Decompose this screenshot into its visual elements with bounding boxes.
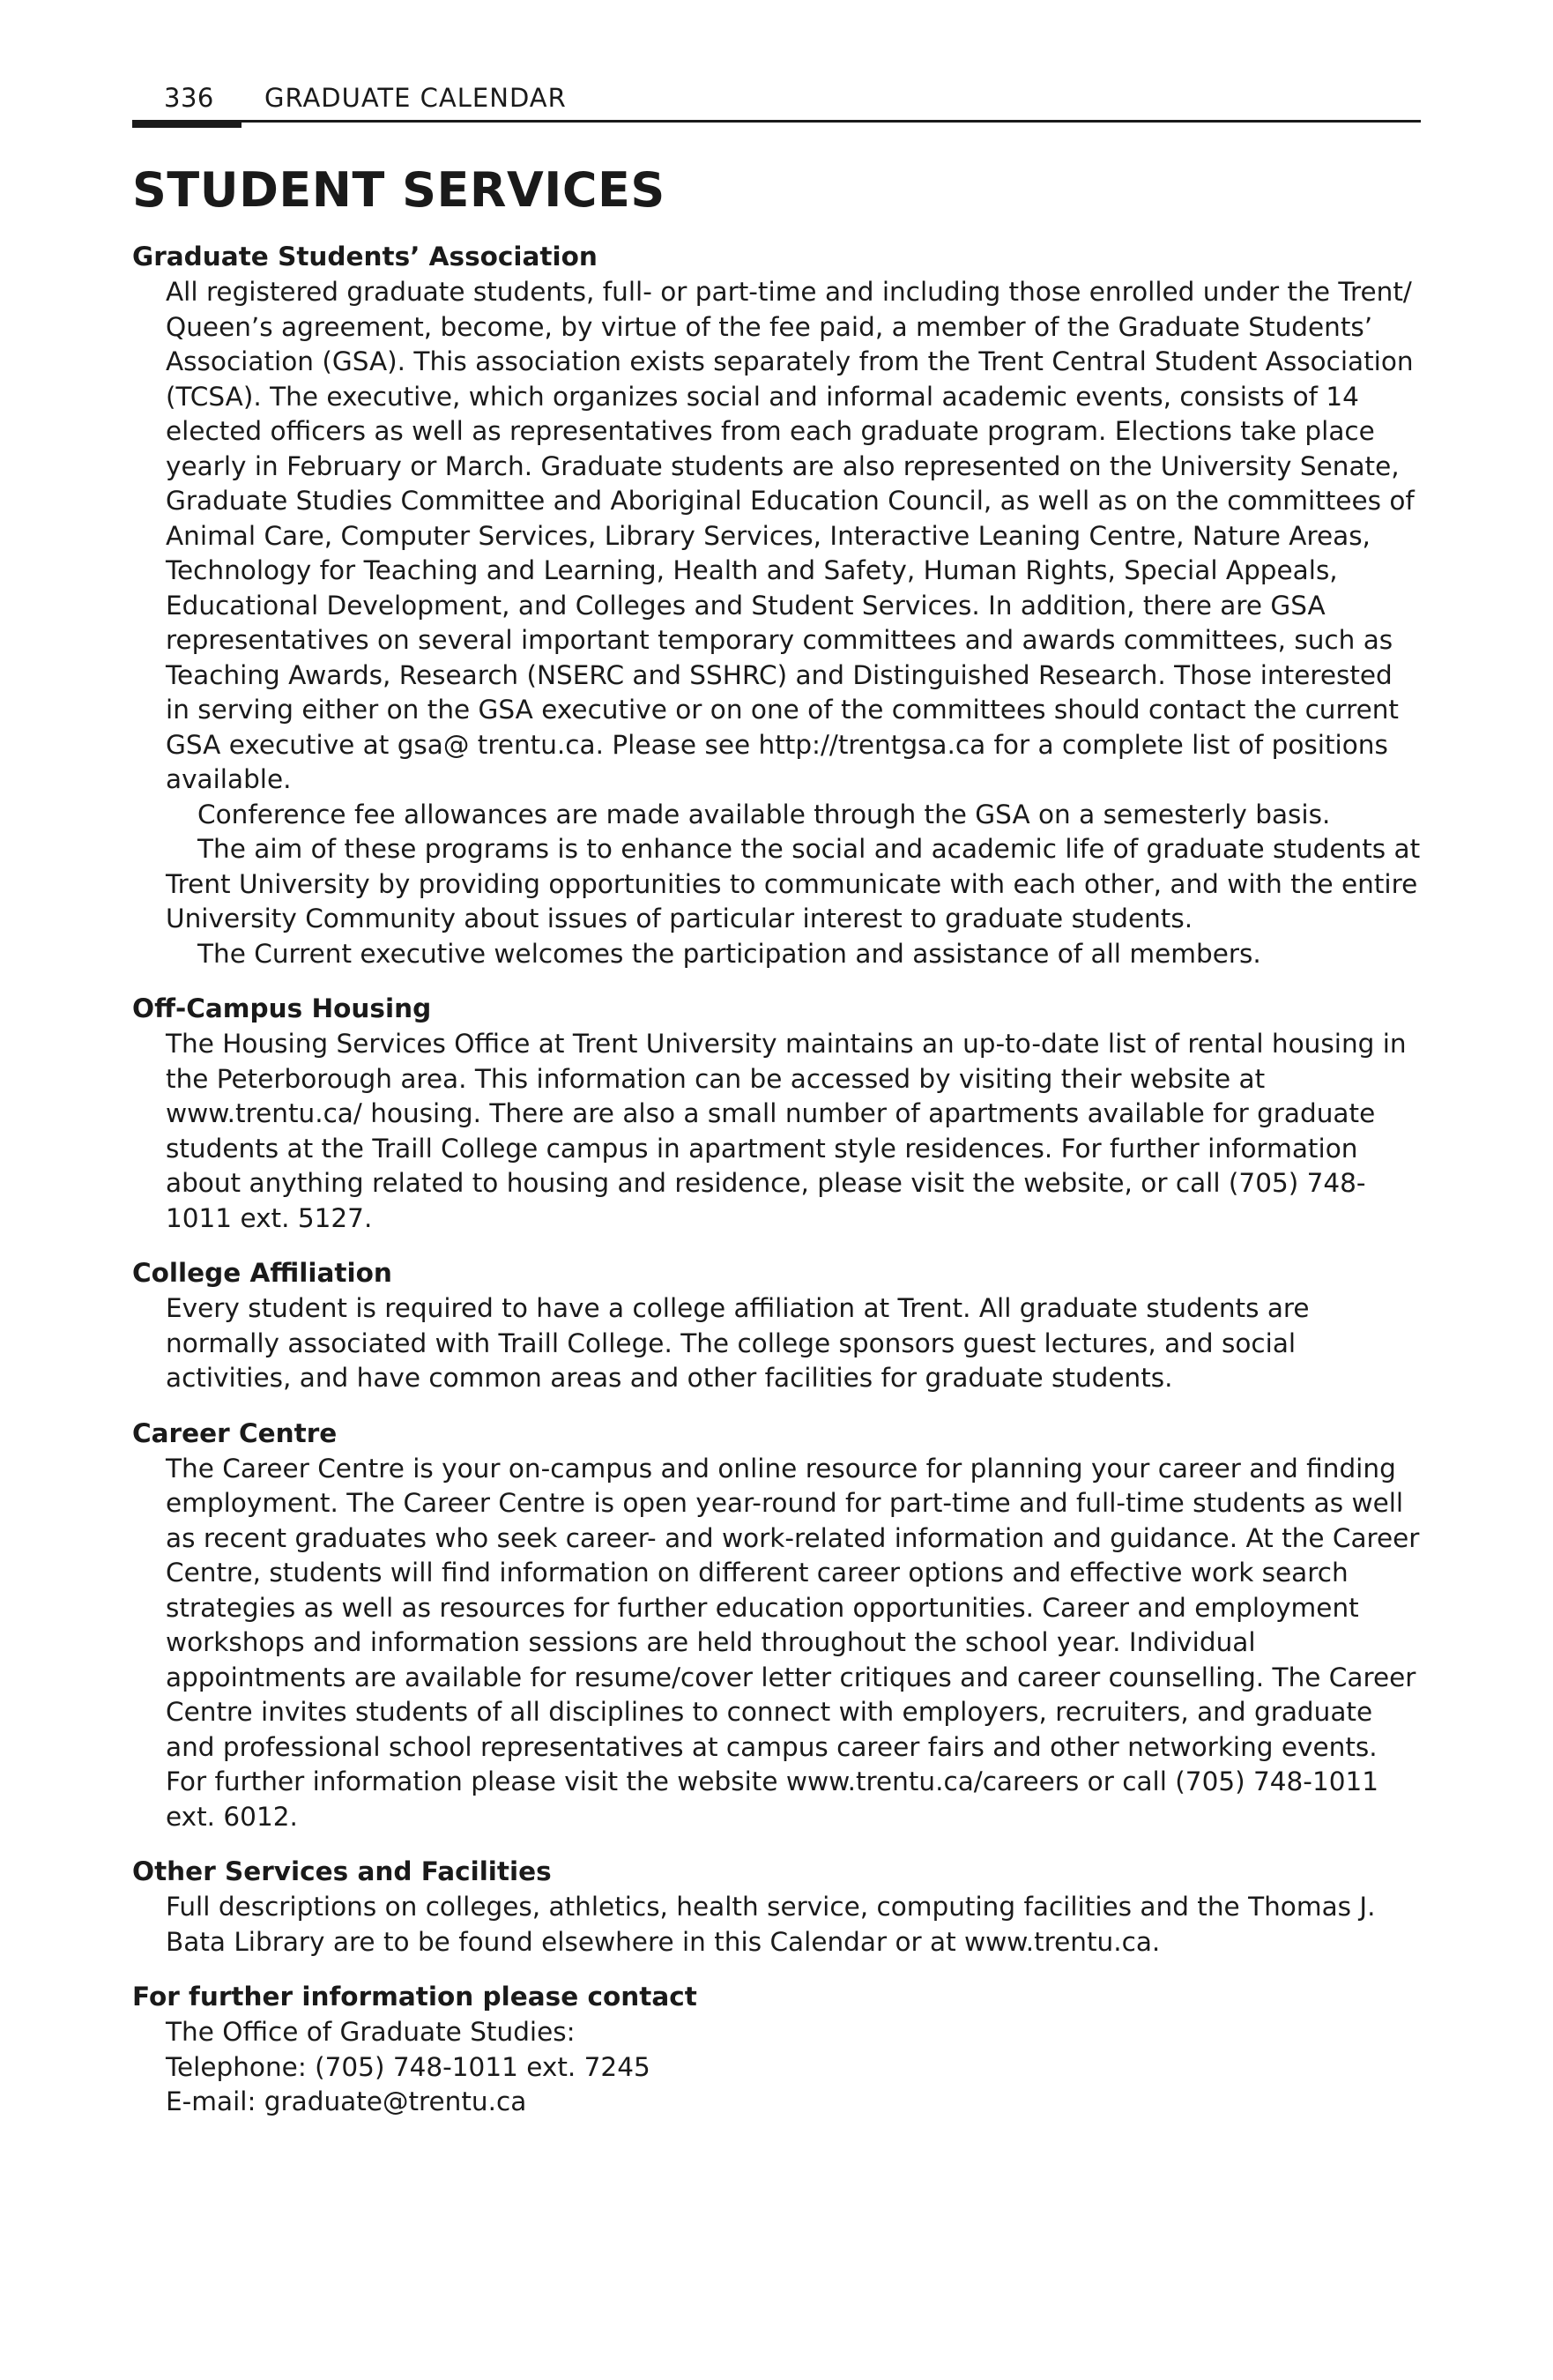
paragraph: All registered graduate students, full- or part-time and including those enrolled under the Trent/ Queen’s agreement, become, by virtue of the fee paid, a member of the Graduate Students’ Association (GSA). This association exists separately from the Trent Central Student Association (TCSA). The executive, which organizes social and informal academic events, consists of 14 elected officers as well as representatives from each graduate program. Elections take place yearly in February or March. Graduate students are also represented on the University Senate, Graduate Studies Committee and Aboriginal Education Council, as well as on the committees of Animal Care, Computer Services, Library Services, Interactive Leaning Centre, Nature Areas, Technology for Teaching and Learning, Health and Safety, Human Rights, Special Appeals, Educational Development, and Colleges and Student Services. In addition, there are GSA representatives on several important temporary committees and awards committees, such as Teaching Awards, Research (NSERC and SSHRC) and Distinguished Research. Those interested in serving either on the GSA executive or on one of the committees should contact the current GSA executive at gsa@ trentu.ca. Please see http://trentgsa.ca for a complete list of positions available.	[166, 277, 1415, 795]
page-title: STUDENT SERVICES	[132, 162, 665, 218]
section-body	[166, 275, 1421, 971]
paragraph: The Career Centre is your on-campus and online resource for planning your career and finding employment. The Career Centre is open year-round for part-time and full-time students as well as recent graduates who seek career- and work-related information and guidance. At the Career Centre, students will find information on different career options and effective work search strategies as well as resources for further education opportunities. Career and employment workshops and information sessions are held throughout the school year. Individual appointments are available for resume/cover letter critiques and career counselling. The Career Centre invites students of all disciplines to connect with employers, recruiters, and graduate and professional school representatives at campus career fairs and other networking events. For further information please visit the website www.trentu.ca/careers or call (705) 748-1011 ext. 6012.	[166, 1453, 1420, 1832]
section-heading: Career Centre	[132, 1417, 338, 1448]
section-body	[166, 1027, 1421, 1236]
section-heading: Other Services and Facilities	[132, 1856, 552, 1887]
section-heading: Graduate Students’ Association	[132, 242, 598, 272]
section-body	[166, 1291, 1421, 1396]
section-college-affiliation	[132, 1255, 1421, 1396]
paragraph: Conference fee allowances are made available through the GSA on a semesterly basis.	[197, 799, 1331, 829]
page-number: 336	[164, 83, 214, 113]
section-heading: College Affiliation	[132, 1258, 392, 1289]
document-page	[132, 79, 1421, 2120]
page-header	[132, 79, 1421, 125]
header-rule	[132, 120, 1421, 123]
section-off-campus-housing	[132, 991, 1421, 1236]
section-contact	[132, 1979, 1421, 2120]
section-body	[166, 1452, 1421, 1835]
paragraph: The aim of these programs is to enhance the social and academic life of graduate students at Trent University by providing opportunities to communicate with each other, and with the entire University Community about issues of particular interest to graduate students.	[166, 834, 1421, 934]
paragraph: Full descriptions on colleges, athletics, health service, computing facilities and the Thomas J. Bata Library are to be found elsewhere in this Calendar or at www.trentu.ca.	[166, 1892, 1376, 1957]
contact-block	[166, 2015, 1421, 2120]
running-head: GRADUATE CALENDAR	[264, 83, 567, 113]
section-career-centre	[132, 1416, 1421, 1835]
contact-office: The Office of Graduate Studies:	[166, 2017, 576, 2048]
contact-email: E-mail: graduate@trentu.ca	[166, 2086, 527, 2117]
paragraph: The Housing Services Office at Trent University maintains an up-to-date list of rental housing in the Peterborough area. This information can be accessed by visiting their website at www.trentu.ca/ housing. There are also a small number of apartments available for graduate students at the Traill College campus in apartment style residences. For further information about anything related to housing and residence, please visit the website, or call (705) 748-1011 ext. 5127.	[166, 1029, 1407, 1233]
contact-telephone: Telephone: (705) 748-1011 ext. 7245	[166, 2051, 650, 2082]
section-heading: Off-Campus Housing	[132, 993, 432, 1024]
header-tab-bar	[132, 120, 241, 128]
section-graduate-students-association	[132, 239, 1421, 971]
section-other-services	[132, 1854, 1421, 1960]
paragraph: The Current executive welcomes the participation and assistance of all members.	[197, 938, 1261, 969]
section-heading: For further information please contact	[132, 1982, 697, 2012]
section-body	[166, 1890, 1421, 1960]
paragraph: Every student is required to have a college affiliation at Trent. All graduate students are normally associated with Traill College. The college sponsors guest lectures, and social activities, and have common areas and other facilities for graduate students.	[166, 1293, 1310, 1394]
